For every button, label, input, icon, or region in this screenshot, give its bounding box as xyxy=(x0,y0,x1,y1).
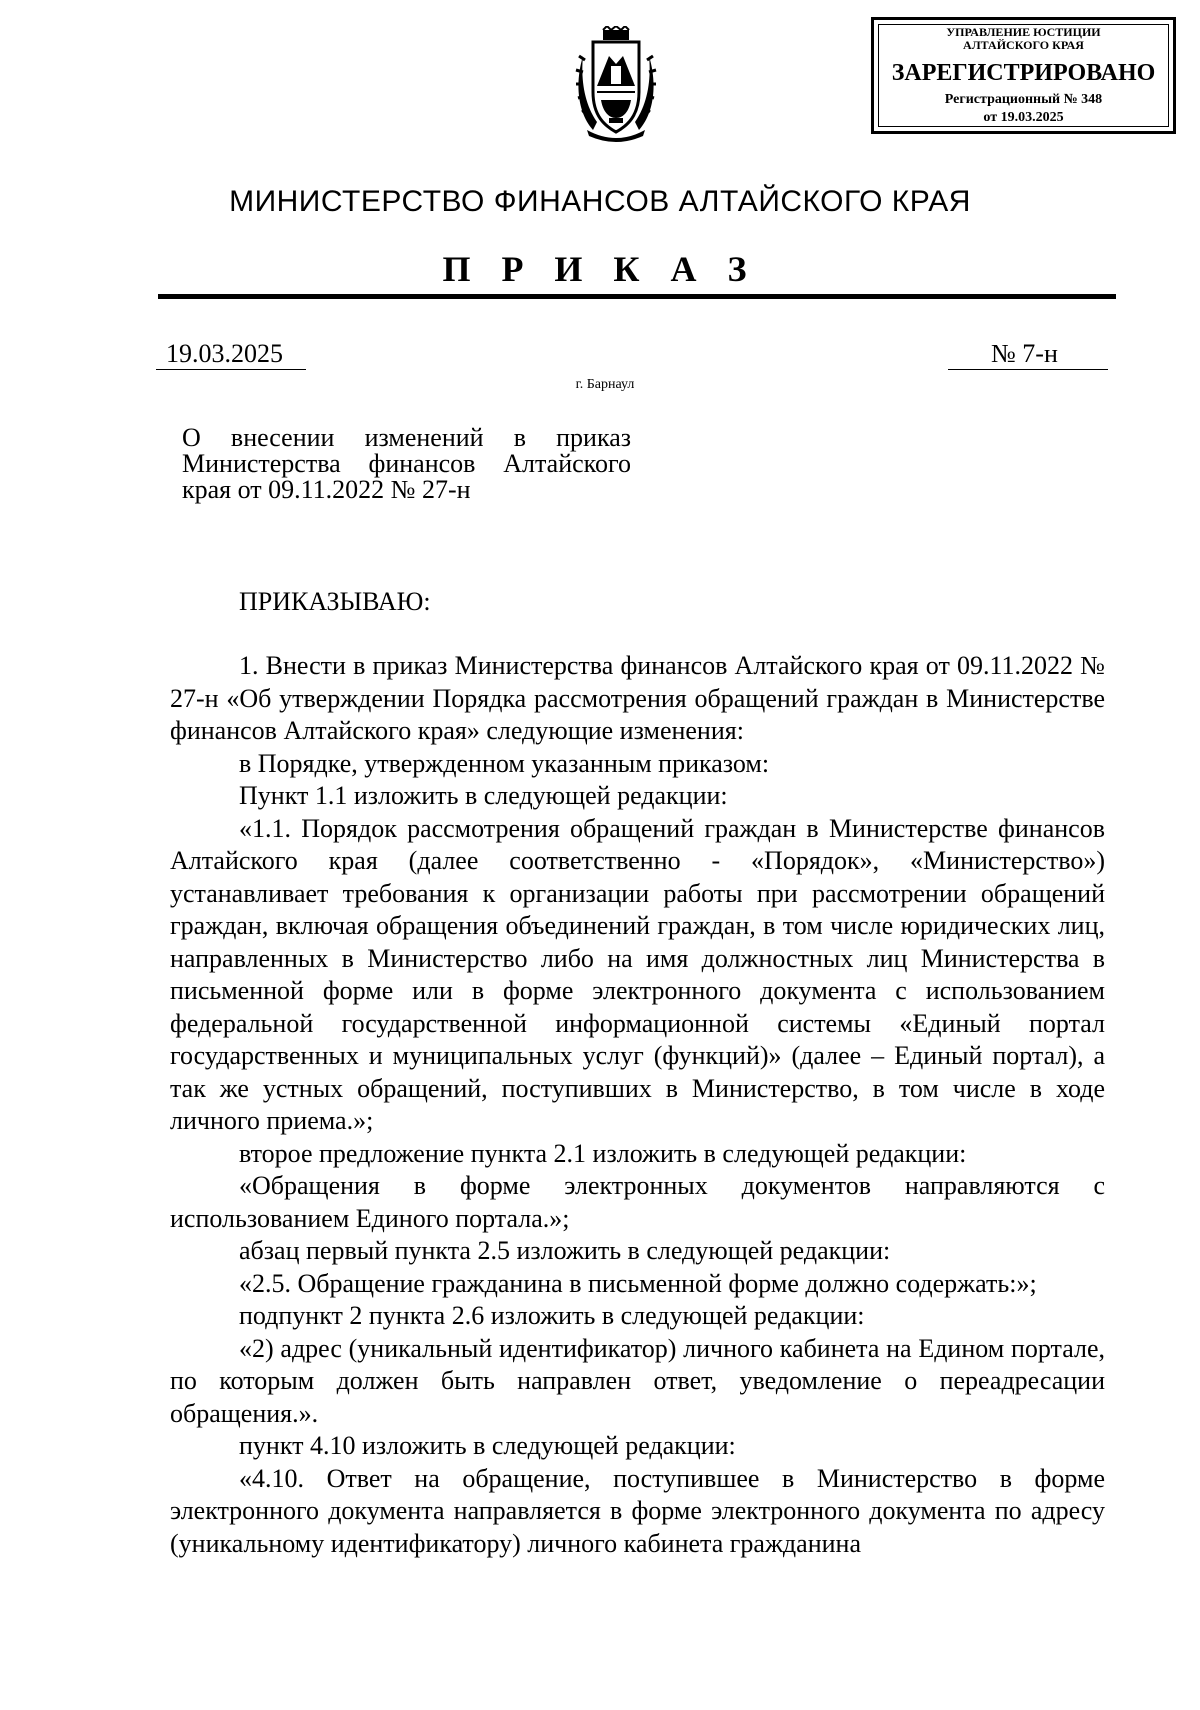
header-divider xyxy=(158,294,1116,299)
body-paragraph: абзац первый пункта 2.5 изложить в следующей редакции: xyxy=(239,1236,891,1265)
coat-of-arms-icon xyxy=(573,26,659,144)
city: г. Барнаул xyxy=(575,377,635,392)
body-paragraph: «2.5. Обращение гражданина в письменной форме должно содержать:»; xyxy=(239,1268,1037,1298)
registration-stamp xyxy=(871,17,1176,134)
stamp-org-line2: АЛТАЙСКОГО КРАЯ xyxy=(963,38,1084,53)
subject-line: О внесении изменений в приказ xyxy=(182,423,631,452)
body-paragraph: в Порядке, утвержденном указанным приказом: xyxy=(239,748,770,778)
order-number: № 7-н xyxy=(991,339,1058,368)
body-paragraph: «4.10. Ответ на обращение, поступившее в Министерство в форме электронного документа направляется в форме электронного документа по адресу (уникальному идентификатору) личного кабинета гражданина xyxy=(170,1463,1105,1558)
order-date: 19.03.2025 xyxy=(166,339,283,368)
body-paragraph: 1. Внести в приказ Министерства финансов Алтайского края от 09.11.2022 № 27-н «Об утверждении Порядка рассмотрения обращений граждан в Министерстве финансов Алтайского края» следующие изменения: xyxy=(170,651,1105,745)
stamp-org-line1: УПРАВЛЕНИЕ ЮСТИЦИИ xyxy=(946,25,1101,39)
body-paragraph: второе предложение пункта 2.1 изложить в следующей редакции: xyxy=(239,1138,967,1168)
document-type-title: П Р И К А З xyxy=(442,249,758,289)
stamp-reg-date: от 19.03.2025 xyxy=(983,110,1064,125)
body-paragraph: Пункт 1.1 изложить в следующей редакции: xyxy=(239,781,728,810)
body-paragraph: подпункт 2 пункта 2.6 изложить в следующей редакции: xyxy=(239,1301,865,1330)
order-directive: ПРИКАЗЫВАЮ: xyxy=(239,587,431,616)
body-paragraph: пункт 4.10 изложить в следующей редакции: xyxy=(239,1431,736,1460)
body-paragraph: «Обращения в форме электронных документов направляются с использованием Единого портала.»; xyxy=(170,1171,1105,1233)
date-underline xyxy=(156,369,306,370)
stamp-organization xyxy=(874,26,1173,52)
order-body xyxy=(170,650,1105,1560)
stamp-status: ЗАРЕГИСТРИРОВАНО xyxy=(891,60,1156,86)
body-paragraph: «2) адрес (уникальный идентификатор) личного кабинета на Едином портале, по которым должен быть направлен ответ, уведомление о переадресации обращения.». xyxy=(170,1333,1105,1428)
subject-line: края от 09.11.2022 № 27-н xyxy=(182,475,471,504)
body-paragraph: «1.1. Порядок рассмотрения обращений граждан в Министерстве финансов Алтайского края (далее соответственно - «Порядок», «Министерство») устанавливает требования к организации работы при рассмотрении обращений граждан, включая обращения объединений граждан, в том числе юридических лиц, направленных в Министерство либо на имя должностных лиц Министерства в письменной форме или в форме электронного документа с использованием федеральной государственной информационной системы «Единый портал государственных и муниципальных услуг (функций)» (далее – Единый портал), а так же устных обращений, поступивших в Министерство, в том числе в ходе личного приема.»; xyxy=(170,813,1105,1135)
ministry-title: МИНИСТЕРСТВО ФИНАНСОВ АЛТАЙСКОГО КРАЯ xyxy=(229,185,971,218)
order-subject xyxy=(182,425,631,503)
number-underline xyxy=(948,369,1108,370)
subject-line: Министерства финансов Алтайского xyxy=(182,449,631,478)
stamp-reg-number: Регистрационный № 348 xyxy=(944,92,1103,107)
